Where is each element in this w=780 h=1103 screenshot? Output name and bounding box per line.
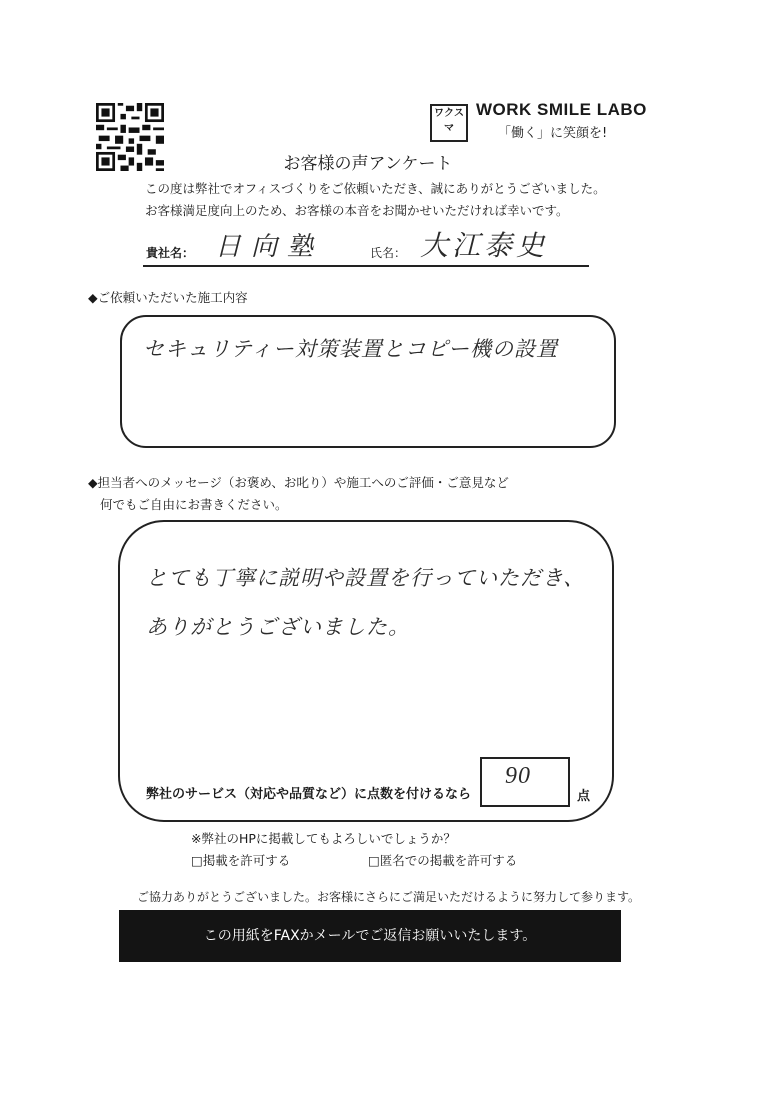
score-value: 90 xyxy=(505,763,531,789)
option-permit-checkbox[interactable]: □掲載を許可する xyxy=(191,853,291,868)
section2-label-2: 何でもご自由にお書きください。 xyxy=(100,497,288,512)
message-line-1: とても丁寧に説明や設置を行っていただき、 xyxy=(146,566,586,590)
name-underline xyxy=(143,265,589,267)
intro-line-1: この度は弊社でオフィスづくりをご依頼いただき、誠にありがとうございました。 xyxy=(145,181,606,196)
page-title: お客様の声アンケート xyxy=(283,154,453,174)
brand-tagline: 「働く」に笑顔を! xyxy=(498,126,608,141)
option-anonymous-checkbox[interactable]: □匿名での掲載を許可する xyxy=(368,853,518,868)
logo-mark: ワクスマ xyxy=(430,104,468,142)
service-content-box[interactable] xyxy=(120,315,616,448)
return-banner-text: この用紙をFAXかメールでご返信お願いいたします。 xyxy=(203,928,537,944)
message-line-2: ありがとうございました。 xyxy=(146,615,410,639)
thanks-text: ご協力ありがとうございました。お客様にさらにご満足いただけるように努力して参ります。 xyxy=(137,890,641,904)
score-label: 弊社のサービス（対応や品質など）に点数を付けるなら xyxy=(146,787,472,802)
company-label: 貴社名： xyxy=(146,246,195,260)
service-content-value: セキュリティー対策装置とコピー機の設置 xyxy=(143,337,559,361)
logo xyxy=(430,100,647,146)
name-value[interactable]: 大江泰史 xyxy=(420,231,549,262)
brand-name: WORK SMILE LABO xyxy=(476,100,647,119)
name-label: 氏名： xyxy=(370,246,407,260)
intro-line-2: お客様満足度向上のため、お客様の本音をお聞かせいただければ幸いです。 xyxy=(145,203,569,218)
score-unit: 点 xyxy=(577,789,591,804)
return-banner xyxy=(119,910,621,962)
hp-question: ※弊社のHPに掲載してもよろしいでしょうか？ xyxy=(191,831,456,846)
section2-label-1: ◆担当者へのメッセージ（お褒め、お叱り）や施工へのご評価・ご意見など xyxy=(88,475,509,490)
section1-label: ◆ご依頼いただいた施工内容 xyxy=(88,290,248,305)
company-value[interactable]: 日向塾 xyxy=(215,232,324,261)
